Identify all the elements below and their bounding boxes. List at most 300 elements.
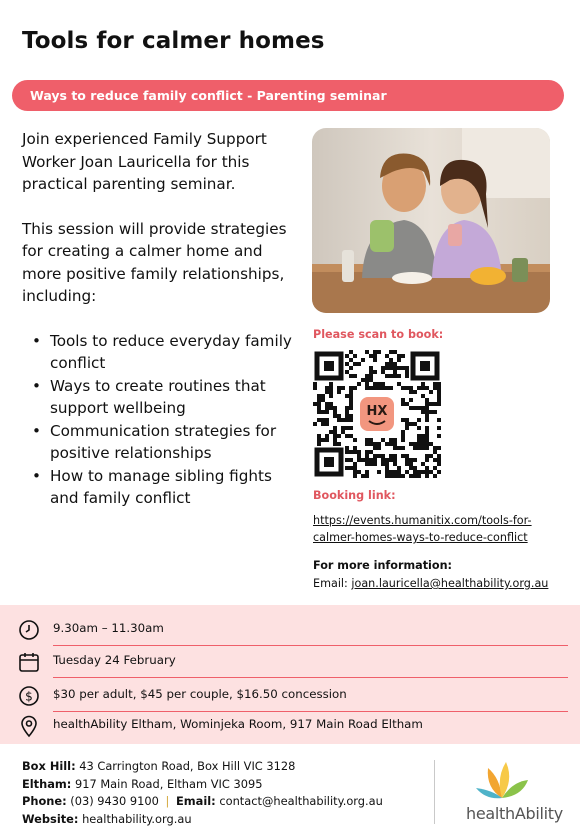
contact-email-link[interactable]: joan.lauricella@healthability.org.au [351, 577, 549, 590]
qr-module [321, 418, 325, 422]
qr-module [325, 434, 329, 438]
qr-module [401, 354, 405, 358]
qr-module [413, 474, 417, 478]
qr-module [413, 458, 417, 462]
qr-module [373, 350, 377, 354]
qr-module [425, 430, 429, 434]
qr-module [385, 458, 389, 462]
qr-module [413, 442, 417, 446]
qr-module [393, 350, 397, 354]
qr-module [333, 430, 337, 434]
qr-module [357, 454, 361, 458]
qr-module [393, 442, 397, 446]
qr-module [385, 362, 389, 366]
qr-module [437, 394, 441, 398]
eltham-address: Eltham: 917 Main Road, Eltham VIC 3095 [22, 776, 263, 791]
qr-module [381, 462, 385, 466]
qr-module [405, 458, 409, 462]
qr-module [345, 362, 349, 366]
seminar-banner: Ways to reduce family conflict - Parenting seminar [12, 80, 564, 111]
qr-module [393, 446, 397, 450]
qr-module [397, 470, 401, 474]
qr-module [357, 450, 361, 454]
qr-module [425, 410, 429, 414]
qr-module [421, 462, 425, 466]
qr-module [353, 466, 357, 470]
event-location: healthAbility Eltham, Wominjeka Room, 917 Main Road Eltham [53, 717, 423, 731]
qr-module [345, 406, 349, 410]
qr-module [325, 418, 329, 422]
qr-module [397, 374, 401, 378]
svg-text:$: $ [25, 689, 33, 704]
qr-module [377, 446, 381, 450]
qr-module [389, 454, 393, 458]
qr-module [405, 470, 409, 474]
qr-module [417, 470, 421, 474]
qr-module [401, 386, 405, 390]
qr-module [409, 422, 413, 426]
qr-module [349, 450, 353, 454]
qr-module [421, 442, 425, 446]
qr-module [337, 414, 341, 418]
qr-module [393, 462, 397, 466]
healthability-logo-text: healthAbility [466, 804, 563, 823]
booking-link-label: Booking link: [313, 489, 396, 502]
qr-module [437, 390, 441, 394]
qr-module [389, 366, 393, 370]
qr-module [433, 466, 437, 470]
qr-module [405, 402, 409, 406]
qr-module [425, 458, 429, 462]
qr-module [317, 410, 321, 414]
qr-module [333, 426, 337, 430]
qr-module [349, 366, 353, 370]
qr-module [385, 354, 389, 358]
qr-module [405, 370, 409, 374]
location-pin-icon [17, 714, 41, 738]
qr-module [357, 458, 361, 462]
qr-module [397, 474, 401, 478]
qr-module [349, 390, 353, 394]
footer-email[interactable]: contact@healthability.org.au [215, 794, 383, 808]
qr-module [325, 406, 329, 410]
qr-module [385, 442, 389, 446]
qr-module [397, 358, 401, 362]
qr-module [433, 386, 437, 390]
qr-module [345, 466, 349, 470]
qr-module [437, 458, 441, 462]
qr-module [417, 386, 421, 390]
more-info-label: For more information: [313, 559, 453, 572]
qr-module [429, 390, 433, 394]
qr-module [361, 358, 365, 362]
dollar-icon [17, 684, 41, 708]
qr-module [409, 474, 413, 478]
footer-divider [434, 760, 435, 824]
qr-module [313, 386, 317, 390]
qr-module [417, 418, 421, 422]
qr-module [349, 426, 353, 430]
qr-module [369, 438, 373, 442]
intro-paragraph-1: Join experienced Family Support Worker Joan Lauricella for this practical parenting seminar. [22, 130, 267, 193]
qr-module [429, 402, 433, 406]
qr-module [353, 354, 357, 358]
qr-module [337, 434, 341, 438]
qr-module [353, 374, 357, 378]
qr-module [429, 410, 433, 414]
qr-module [341, 426, 345, 430]
qr-module [345, 426, 349, 430]
qr-module [401, 418, 405, 422]
page-title: Tools for calmer homes [22, 28, 325, 54]
qr-module [425, 414, 429, 418]
qr-module [365, 462, 369, 466]
qr-module [389, 386, 393, 390]
qr-module [333, 406, 337, 410]
qr-module [345, 418, 349, 422]
qr-module [317, 406, 321, 410]
qr-module [349, 414, 353, 418]
qr-module [389, 474, 393, 478]
qr-module [425, 386, 429, 390]
qr-module [365, 374, 369, 378]
topics-list [22, 330, 304, 510]
qr-module [337, 442, 341, 446]
qr-module [349, 466, 353, 470]
qr-module [389, 362, 393, 366]
qr-module [365, 386, 369, 390]
qr-module [417, 438, 421, 442]
qr-module [365, 438, 369, 442]
qr-module [349, 406, 353, 410]
qr-module [397, 366, 401, 370]
list-item: • Tools to reduce everyday family conflict [22, 330, 304, 375]
mother-daughter-photo [312, 128, 550, 313]
qr-module [401, 402, 405, 406]
qr-module [389, 350, 393, 354]
qr-module [393, 438, 397, 442]
qr-module [389, 358, 393, 362]
qr-module [393, 458, 397, 462]
qr-module [337, 386, 341, 390]
qr-module [333, 414, 337, 418]
qr-module [349, 418, 353, 422]
qr-module [401, 366, 405, 370]
qr-module [377, 470, 381, 474]
qr-module [437, 386, 441, 390]
qr-module [401, 398, 405, 402]
qr-module [425, 406, 429, 410]
qr-module [433, 446, 437, 450]
qr-module [425, 442, 429, 446]
qr-module [389, 470, 393, 474]
qr-module [425, 402, 429, 406]
list-item: • Communication strategies for positive relationships [22, 420, 304, 465]
qr-module [409, 458, 413, 462]
calendar-icon [17, 650, 41, 674]
qr-module [405, 366, 409, 370]
qr-module [377, 442, 381, 446]
qr-module [317, 394, 321, 398]
qr-module [413, 466, 417, 470]
qr-module [345, 434, 349, 438]
time-row [0, 616, 580, 644]
qr-module [329, 430, 333, 434]
qr-module [433, 410, 437, 414]
qr-module [317, 418, 321, 422]
qr-module [345, 410, 349, 414]
booking-url-link[interactable]: https://events.humanitix.com/tools-for-calmer-homes-ways-to-reduce-conflict [313, 514, 532, 544]
qr-module [417, 474, 421, 478]
qr-module [433, 450, 437, 454]
qr-module [365, 450, 369, 454]
qr-module [369, 354, 373, 358]
qr-module [345, 354, 349, 358]
qr-module [433, 382, 437, 386]
qr-module [405, 422, 409, 426]
qr-module [321, 410, 325, 414]
qr-module [397, 354, 401, 358]
qr-module [433, 402, 437, 406]
qr-module [429, 442, 433, 446]
qr-module [369, 458, 373, 462]
qr-module [421, 406, 425, 410]
qr-module [429, 454, 433, 458]
qr-module [421, 410, 425, 414]
qr-module [381, 454, 385, 458]
qr-module [369, 378, 373, 382]
qr-module [413, 470, 417, 474]
qr-module [329, 406, 333, 410]
qr-module [405, 454, 409, 458]
qr-module [341, 430, 345, 434]
qr-module [349, 374, 353, 378]
qr-module [421, 438, 425, 442]
qr-module [317, 442, 321, 446]
qr-module [385, 470, 389, 474]
qr-module [393, 362, 397, 366]
qr-module [353, 446, 357, 450]
qr-module [337, 390, 341, 394]
qr-module [365, 442, 369, 446]
qr-module [429, 470, 433, 474]
qr-module [433, 474, 437, 478]
qr-module [353, 474, 357, 478]
divider [53, 677, 568, 678]
qr-module [397, 446, 401, 450]
qr-module [329, 394, 333, 398]
qr-module [397, 382, 401, 386]
qr-module [325, 402, 329, 406]
qr-module [369, 366, 373, 370]
qr-module [313, 382, 317, 386]
intro-text [22, 128, 304, 510]
qr-module [437, 398, 441, 402]
qr-module [433, 458, 437, 462]
qr-module [349, 358, 353, 362]
price-row [0, 682, 580, 710]
qr-module [421, 434, 425, 438]
qr-module [417, 406, 421, 410]
qr-module [333, 438, 337, 442]
qr-module [369, 462, 373, 466]
qr-module [417, 434, 421, 438]
qr-module [413, 406, 417, 410]
date-row [0, 648, 580, 676]
qr-module [349, 350, 353, 354]
qr-module [437, 402, 441, 406]
qr-module [349, 394, 353, 398]
location-row [0, 712, 580, 740]
event-price: $30 per adult, $45 per couple, $16.50 concession [53, 687, 347, 701]
qr-module [405, 374, 409, 378]
qr-module [381, 386, 385, 390]
qr-module [345, 446, 349, 450]
qr-module [329, 402, 333, 406]
qr-module [421, 394, 425, 398]
qr-module [421, 470, 425, 474]
qr-module [417, 446, 421, 450]
divider [53, 645, 568, 646]
qr-module [417, 442, 421, 446]
qr-module [409, 398, 413, 402]
qr-module [361, 378, 365, 382]
qr-module [405, 386, 409, 390]
phone-email-line: Phone: (03) 9430 9100 | Email: contact@healthability.org.au [22, 794, 383, 808]
qr-module [377, 454, 381, 458]
qr-module [393, 454, 397, 458]
qr-module [373, 462, 377, 466]
clock-icon [17, 618, 41, 642]
qr-module [405, 418, 409, 422]
qr-module [385, 374, 389, 378]
qr-module [425, 438, 429, 442]
qr-module [345, 458, 349, 462]
qr-module [381, 370, 385, 374]
qr-module [437, 454, 441, 458]
qr-module [425, 474, 429, 478]
qr-module [437, 382, 441, 386]
qr-module [365, 454, 369, 458]
qr-module [401, 438, 405, 442]
qr-module [437, 470, 441, 474]
qr-module [321, 398, 325, 402]
qr-module [369, 386, 373, 390]
qr-module [361, 458, 365, 462]
qr-module [409, 406, 413, 410]
qr-module [365, 470, 369, 474]
qr-module [369, 374, 373, 378]
qr-module [357, 362, 361, 366]
qr-module [317, 438, 321, 442]
qr-module [417, 426, 421, 430]
qr-module [389, 438, 393, 442]
phone-number[interactable]: (03) 9430 9100 [66, 794, 159, 808]
qr-module [377, 386, 381, 390]
qr-module [353, 386, 357, 390]
qr-module [381, 382, 385, 386]
qr-module [437, 446, 441, 450]
qr-module [437, 418, 441, 422]
contact-email-line [313, 577, 548, 590]
qr-module [401, 446, 405, 450]
qr-module [329, 390, 333, 394]
qr-module [325, 386, 329, 390]
qr-module [425, 470, 429, 474]
qr-module [389, 442, 393, 446]
qr-module [381, 366, 385, 370]
qr-module [325, 422, 329, 426]
qr-module [353, 450, 357, 454]
qr-module [373, 442, 377, 446]
qr-module [353, 438, 357, 442]
email-prefix: Email: [313, 577, 352, 590]
qr-module [405, 426, 409, 430]
event-date: Tuesday 24 February [53, 653, 176, 667]
qr-module [413, 446, 417, 450]
qr-module [401, 474, 405, 478]
qr-module [393, 370, 397, 374]
qr-module [349, 402, 353, 406]
qr-module [409, 462, 413, 466]
qr-module [341, 386, 345, 390]
qr-module [369, 450, 373, 454]
qr-module [317, 398, 321, 402]
qr-module [353, 462, 357, 466]
qr-module [425, 426, 429, 430]
healthability-logo-icon [472, 758, 532, 800]
qr-module [377, 350, 381, 354]
qr-module [345, 370, 349, 374]
qr-module [409, 442, 413, 446]
qr-module [313, 422, 317, 426]
qr-module [373, 354, 377, 358]
qr-module [425, 398, 429, 402]
qr-module [381, 438, 385, 442]
qr-module [349, 386, 353, 390]
qr-module [369, 370, 373, 374]
qr-module [393, 366, 397, 370]
qr-module [393, 374, 397, 378]
scan-label: Please scan to book: [313, 328, 444, 341]
qr-code-graphic [313, 350, 441, 478]
event-details-panel [0, 605, 580, 744]
qr-module [437, 426, 441, 430]
list-item: • Ways to create routines that support wellbeing [22, 375, 304, 420]
website-line: Website: healthability.org.au [22, 811, 192, 826]
qr-module [353, 470, 357, 474]
qr-module [385, 386, 389, 390]
booking-qr-code[interactable] [313, 350, 441, 478]
qr-module [365, 474, 369, 478]
qr-module [409, 386, 413, 390]
qr-module [321, 394, 325, 398]
qr-module [425, 418, 429, 422]
qr-module [377, 382, 381, 386]
qr-module [401, 434, 405, 438]
qr-module [405, 462, 409, 466]
qr-module [421, 386, 425, 390]
qr-module [365, 378, 369, 382]
qr-module [349, 458, 353, 462]
qr-module [373, 458, 377, 462]
qr-module [385, 462, 389, 466]
qr-module [373, 386, 377, 390]
website-link[interactable]: healthability.org.au [78, 811, 192, 826]
qr-module [317, 434, 321, 438]
qr-module [317, 402, 321, 406]
qr-module [333, 442, 337, 446]
